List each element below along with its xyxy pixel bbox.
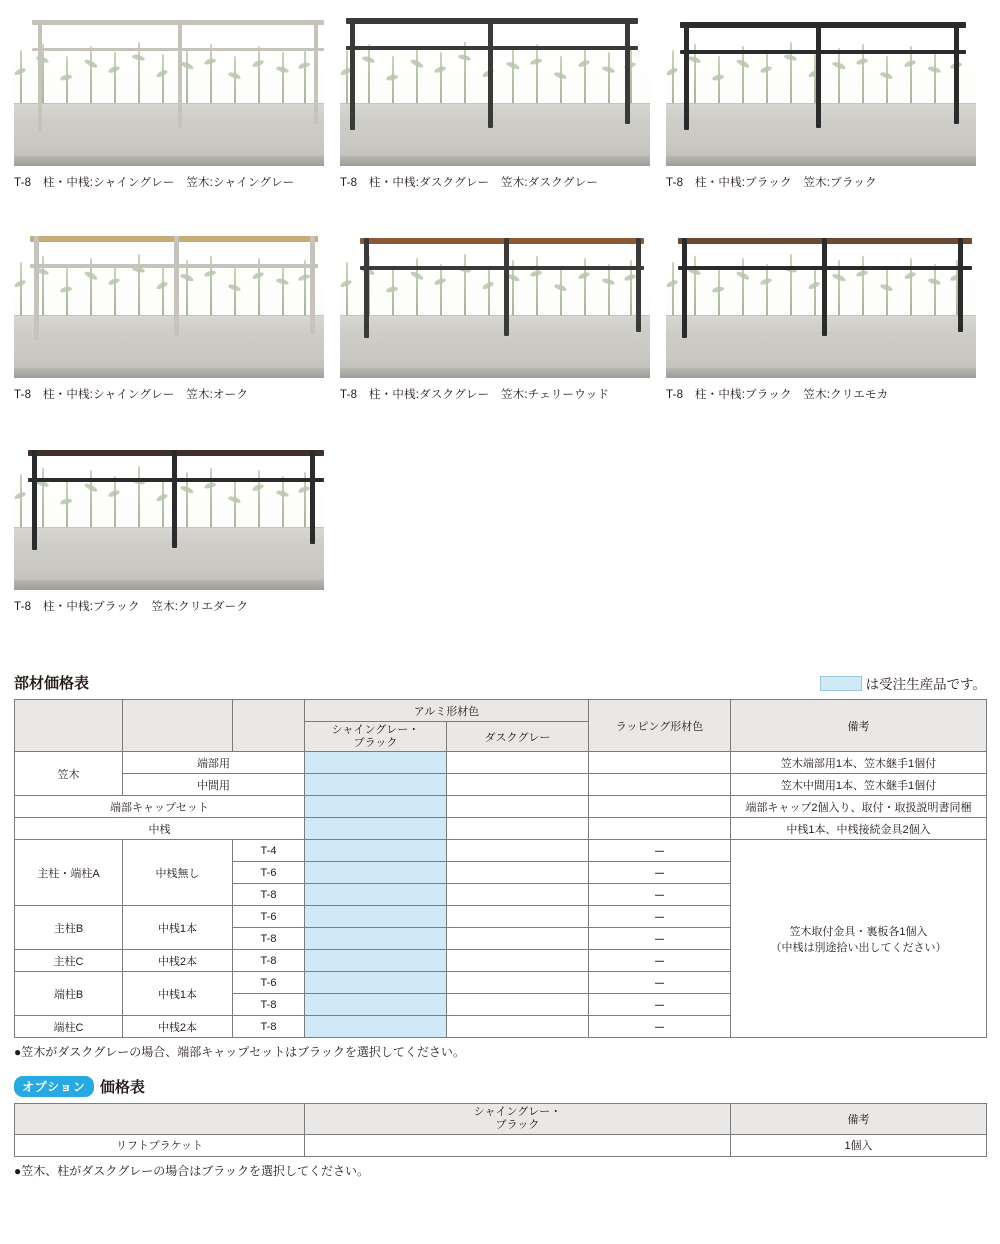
cell-price-shine	[305, 840, 447, 862]
cell-price-shine	[305, 796, 447, 818]
header-shine-line1: シャイングレー・	[331, 724, 420, 736]
header-alumi: アルミ形材色	[305, 700, 589, 722]
photo-caption: T-8 柱・中桟:ダスクグレー 笠木:ダスクグレー	[340, 177, 599, 189]
header-wrapping: ラッピング形材色	[589, 700, 731, 752]
header-dusk: ダスクグレー	[447, 722, 589, 752]
cell-price-wrapping	[589, 818, 731, 840]
concrete-planter	[14, 315, 324, 378]
cell-price-shine	[305, 818, 447, 840]
cell-price-shine	[305, 906, 447, 928]
cell-part-name: リフトブラケット	[15, 1134, 305, 1156]
cell-price-shine	[305, 950, 447, 972]
cell-price-wrapping: －	[589, 906, 731, 928]
cell-part-name: 主柱C	[15, 950, 123, 972]
table-row	[15, 1134, 987, 1156]
cell-price-dusk	[447, 796, 589, 818]
header-blank	[15, 700, 123, 752]
cell-price-wrapping: －	[589, 1016, 731, 1038]
parts-table-header-row	[14, 672, 986, 693]
header-blank-2	[123, 700, 233, 752]
cell-height: T-8	[233, 928, 305, 950]
photo-caption: T-8 柱・中桟:ブラック 笠木:クリエモカ	[666, 389, 889, 401]
cell-part-name: 端部キャップセット	[15, 796, 305, 818]
cell-part-name: 主柱B	[15, 906, 123, 950]
cell-price-wrapping	[589, 796, 731, 818]
header-shine-line1: シャイングレー・	[473, 1106, 562, 1119]
cell-height: T-4	[233, 840, 305, 862]
cell-part-name: 端柱C	[15, 1016, 123, 1038]
cell-subtype: 中桟無し	[123, 840, 233, 906]
cell-price-dusk	[447, 928, 589, 950]
cell-price-shine	[305, 752, 447, 774]
cell-price-dusk	[447, 818, 589, 840]
header-shine-black	[305, 1104, 731, 1134]
product-photo-cell	[14, 430, 324, 614]
concrete-planter	[340, 103, 650, 166]
product-photo-cell	[340, 6, 650, 190]
cell-price-dusk	[447, 1016, 589, 1038]
concrete-planter	[666, 103, 976, 166]
product-photo-cell	[666, 6, 976, 190]
product-photo	[666, 218, 976, 378]
parts-price-table	[14, 699, 987, 1038]
table-row	[15, 818, 987, 840]
cell-price-dusk	[447, 906, 589, 928]
cell-price-shine	[305, 994, 447, 1016]
legend-swatch	[820, 676, 862, 691]
cell-price-dusk	[447, 840, 589, 862]
table-header-row	[15, 700, 987, 722]
option-table-header-row	[14, 1076, 986, 1097]
photo-caption: T-8 柱・中桟:シャイングレー 笠木:オーク	[14, 389, 249, 401]
header-remarks: 備考	[731, 1104, 987, 1134]
option-table-footnote: ●笠木、柱がダスクグレーの場合はブラックを選択してください。	[14, 1163, 370, 1178]
table-header-row	[15, 1104, 987, 1134]
product-photo	[340, 218, 650, 378]
product-photo-cell	[666, 218, 976, 402]
photo-caption: T-8 柱・中桟:ブラック 笠木:クリエダーク	[14, 601, 249, 613]
photo-caption: T-8 柱・中桟:ブラック 笠木:ブラック	[666, 177, 877, 189]
header-shine-line2: ブラック	[353, 736, 398, 749]
cell-remarks: 中桟1本、中桟接続金具2個入	[731, 818, 987, 840]
cell-part-name: 端柱B	[15, 972, 123, 1016]
remarks-line-2: （中桟は別途拾い出してください）	[770, 941, 947, 954]
product-photo	[14, 430, 324, 590]
cell-price-wrapping	[589, 774, 731, 796]
product-photo-cell	[14, 218, 324, 402]
cell-price-wrapping	[589, 752, 731, 774]
cell-price-wrapping: －	[589, 972, 731, 994]
cell-price-shine	[305, 884, 447, 906]
cell-remarks: 笠木端部用1本、笠木継手1個付	[731, 752, 987, 774]
cell-height: T-8	[233, 884, 305, 906]
photo-caption: T-8 柱・中桟:シャイングレー 笠木:シャイングレー	[14, 177, 295, 189]
cell-height: T-6	[233, 906, 305, 928]
cell-price-dusk	[447, 862, 589, 884]
option-table-title: 価格表	[99, 1079, 145, 1097]
cell-remarks-merged	[731, 840, 987, 1038]
legend-label: は受注生産品です。	[865, 677, 986, 692]
cell-price-dusk	[447, 994, 589, 1016]
concrete-planter	[14, 527, 324, 590]
product-photo	[340, 6, 650, 166]
product-photo	[666, 6, 976, 166]
cell-price-shine	[305, 862, 447, 884]
cell-subtype: 中桟1本	[123, 906, 233, 950]
cell-price-wrapping: －	[589, 950, 731, 972]
product-photo-cell	[14, 6, 324, 190]
header-blank-3	[233, 700, 305, 752]
cell-price-dusk	[447, 972, 589, 994]
table-row	[15, 840, 987, 862]
cell-subtype: 中桟2本	[123, 950, 233, 972]
cell-price-shine	[305, 928, 447, 950]
cell-price-dusk	[447, 774, 589, 796]
header-shine-line2: ブラック	[495, 1118, 540, 1131]
photo-caption: T-8 柱・中桟:ダスクグレー 笠木:チェリーウッド	[340, 389, 610, 401]
concrete-planter	[666, 315, 976, 378]
concrete-planter	[340, 315, 650, 378]
cell-group-kasagi: 笠木	[15, 752, 123, 796]
cell-subtype: 中桟2本	[123, 1016, 233, 1038]
cell-price-dusk	[447, 950, 589, 972]
made-to-order-legend	[820, 673, 986, 693]
cell-remarks: 1個入	[731, 1134, 987, 1156]
cell-price-wrapping: －	[589, 840, 731, 862]
concrete-planter	[14, 103, 324, 166]
table-row	[15, 752, 987, 774]
product-photo	[14, 218, 324, 378]
header-shine-black	[305, 722, 447, 752]
option-price-table	[14, 1103, 987, 1156]
cell-price-wrapping: －	[589, 862, 731, 884]
parts-table-footnote: ●笠木がダスクグレーの場合、端部キャップセットはブラックを選択してください。	[14, 1045, 465, 1060]
option-badge: オプション	[14, 1076, 94, 1097]
cell-part-name: 中桟	[15, 818, 305, 840]
cell-height: T-8	[233, 994, 305, 1016]
cell-price-shine	[305, 774, 447, 796]
header-blank	[15, 1104, 305, 1134]
cell-price-wrapping: －	[589, 994, 731, 1016]
cell-price	[305, 1134, 731, 1156]
cell-height: T-8	[233, 1016, 305, 1038]
remarks-line-1: 笠木取付金具・裏板各1個入	[789, 925, 928, 938]
product-photo	[14, 6, 324, 166]
product-photo-gallery	[14, 0, 986, 642]
product-photo-cell	[340, 218, 650, 402]
cell-height: T-6	[233, 972, 305, 994]
cell-height: T-8	[233, 950, 305, 972]
cell-subtype: 中桟1本	[123, 972, 233, 1016]
cell-height: T-6	[233, 862, 305, 884]
table-row	[15, 796, 987, 818]
cell-price-wrapping: －	[589, 884, 731, 906]
cell-subtype: 中間用	[123, 774, 305, 796]
header-remarks: 備考	[731, 700, 987, 752]
cell-price-shine	[305, 972, 447, 994]
cell-remarks: 端部キャップ2個入り、取付・取扱説明書同梱	[731, 796, 987, 818]
cell-price-dusk	[447, 752, 589, 774]
cell-part-name: 主柱・端柱A	[15, 840, 123, 906]
cell-price-dusk	[447, 884, 589, 906]
page-title: 部材価格表	[14, 675, 90, 692]
cell-price-shine	[305, 1016, 447, 1038]
cell-subtype: 端部用	[123, 752, 305, 774]
cell-remarks: 笠木中間用1本、笠木継手1個付	[731, 774, 987, 796]
table-row	[15, 774, 987, 796]
cell-price-wrapping: －	[589, 928, 731, 950]
